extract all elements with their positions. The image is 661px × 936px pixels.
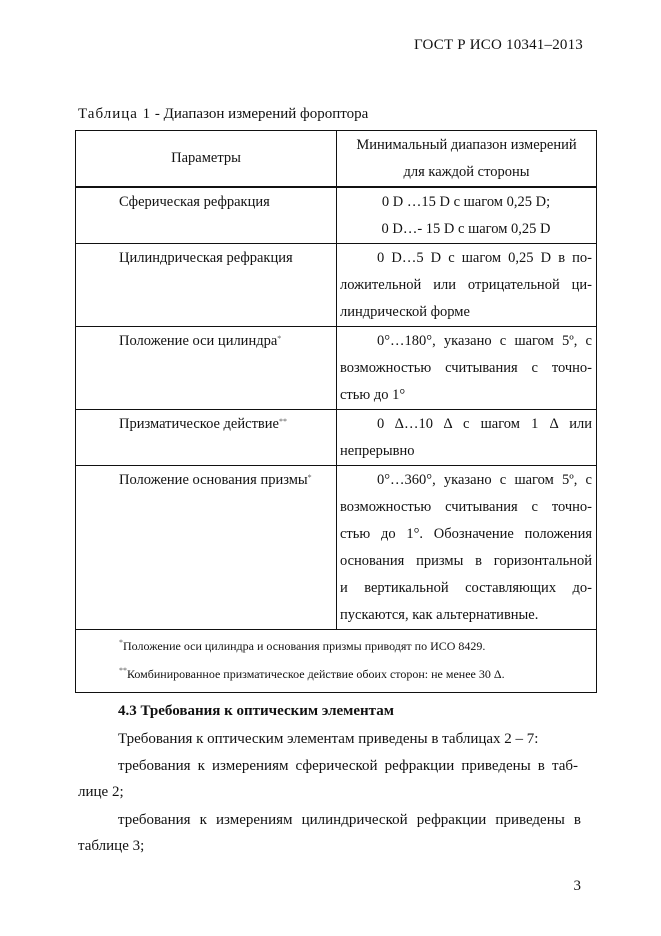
table-caption-number: Таблица 1 xyxy=(78,106,152,122)
table-notes xyxy=(76,630,597,693)
paragraph-intro: Требования к оптическим элементам приведены в таблицах 2 – 7: xyxy=(118,731,539,747)
parameter-cell xyxy=(76,327,337,410)
parameter-name: Положение основания призмы xyxy=(119,472,308,488)
parameter-cell xyxy=(76,466,337,630)
footnote-mark: * xyxy=(119,638,123,647)
table-row xyxy=(76,410,597,466)
parameter-name: Положение оси цилиндра xyxy=(119,333,278,349)
table-caption-title: - Диапазон измерений фороптора xyxy=(151,106,369,122)
parameter-cell xyxy=(76,410,337,466)
footnote-2 xyxy=(119,660,596,688)
range-cell xyxy=(337,410,597,466)
table-row xyxy=(76,466,597,630)
table-header-row xyxy=(76,131,597,188)
range-line: ложительной или отрицательной ци- xyxy=(340,277,592,293)
range-cell xyxy=(337,327,597,410)
footnote-1-text: Положение оси цилиндра и основания призмы приводят по ИСО 8429. xyxy=(123,639,486,653)
parameter-name: Призматическое действие xyxy=(119,416,279,432)
range-line: возможностью считывания с точно- xyxy=(340,360,592,376)
measurement-range-table xyxy=(75,130,597,693)
range-line: возможностью считывания с точно- xyxy=(340,499,592,515)
footnote-mark: ** xyxy=(119,666,127,675)
range-line: стью до 1°. Обозначение положения xyxy=(340,526,592,542)
range-line: непрерывно xyxy=(340,443,415,459)
range-line: пускаются, как альтернативные. xyxy=(340,607,539,623)
header-parameters: Параметры xyxy=(76,131,337,188)
range-line: и вертикальной составляющих до- xyxy=(340,580,592,596)
range-line: 0°…360°, указано с шагом 5º, с xyxy=(377,472,592,488)
footnote-mark: * xyxy=(277,334,282,343)
range-line: 0 D …15 D с шагом 0,25 D; xyxy=(381,194,551,210)
parameter-cell xyxy=(76,187,337,244)
document-code: ГОСТ Р ИСО 10341–2013 xyxy=(414,37,583,53)
parameter-name: Сферическая рефракция xyxy=(119,194,270,210)
range-cell xyxy=(337,244,597,327)
paragraph-cylindrical-line-1: требования к измерениям цилиндрической рефракции приведены в xyxy=(118,812,581,828)
paragraph-spherical-line-1: требования к измерениям сферической рефракции приведены в таб- xyxy=(118,758,578,774)
range-line: 0°…180°, указано с шагом 5º, с xyxy=(377,333,592,349)
page-number: 3 xyxy=(573,878,581,894)
section-heading: 4.3 Требования к оптическим элементам xyxy=(118,703,394,719)
table-row xyxy=(76,187,597,244)
range-cell xyxy=(337,466,597,630)
range-line: линдрической форме xyxy=(340,304,470,320)
range-line: основания призмы в горизонтальной xyxy=(340,553,592,569)
range-line: 0 Δ…10 Δ с шагом 1 Δ или xyxy=(377,416,592,432)
parameter-name: Цилиндрическая рефракция xyxy=(119,250,293,266)
range-cell xyxy=(337,187,597,244)
range-line: 0 D…5 D с шагом 0,25 D в по- xyxy=(377,250,592,266)
range-line: 0 D…- 15 D с шагом 0,25 D xyxy=(381,221,551,237)
range-line: стью до 1° xyxy=(340,387,406,403)
footnote-mark: * xyxy=(307,473,312,482)
table-caption xyxy=(78,106,368,123)
paragraph-spherical-line-2: лице 2; xyxy=(78,784,124,800)
paragraph-cylindrical-line-2: таблице 3; xyxy=(78,838,145,854)
header-range-line-1: Минимальный диапазон измерений xyxy=(356,136,577,153)
footnote-mark: ** xyxy=(278,417,287,426)
table-notes-row xyxy=(76,630,597,693)
footnote-2-text: Комбинированное призматическое действие обоих сторон: не менее 30 Δ. xyxy=(127,667,505,681)
parameter-cell xyxy=(76,244,337,327)
header-range xyxy=(337,131,597,188)
footnote-1 xyxy=(119,632,596,660)
header-range-line-2: для каждой стороны xyxy=(403,163,530,180)
table-row xyxy=(76,327,597,410)
table-row xyxy=(76,244,597,327)
